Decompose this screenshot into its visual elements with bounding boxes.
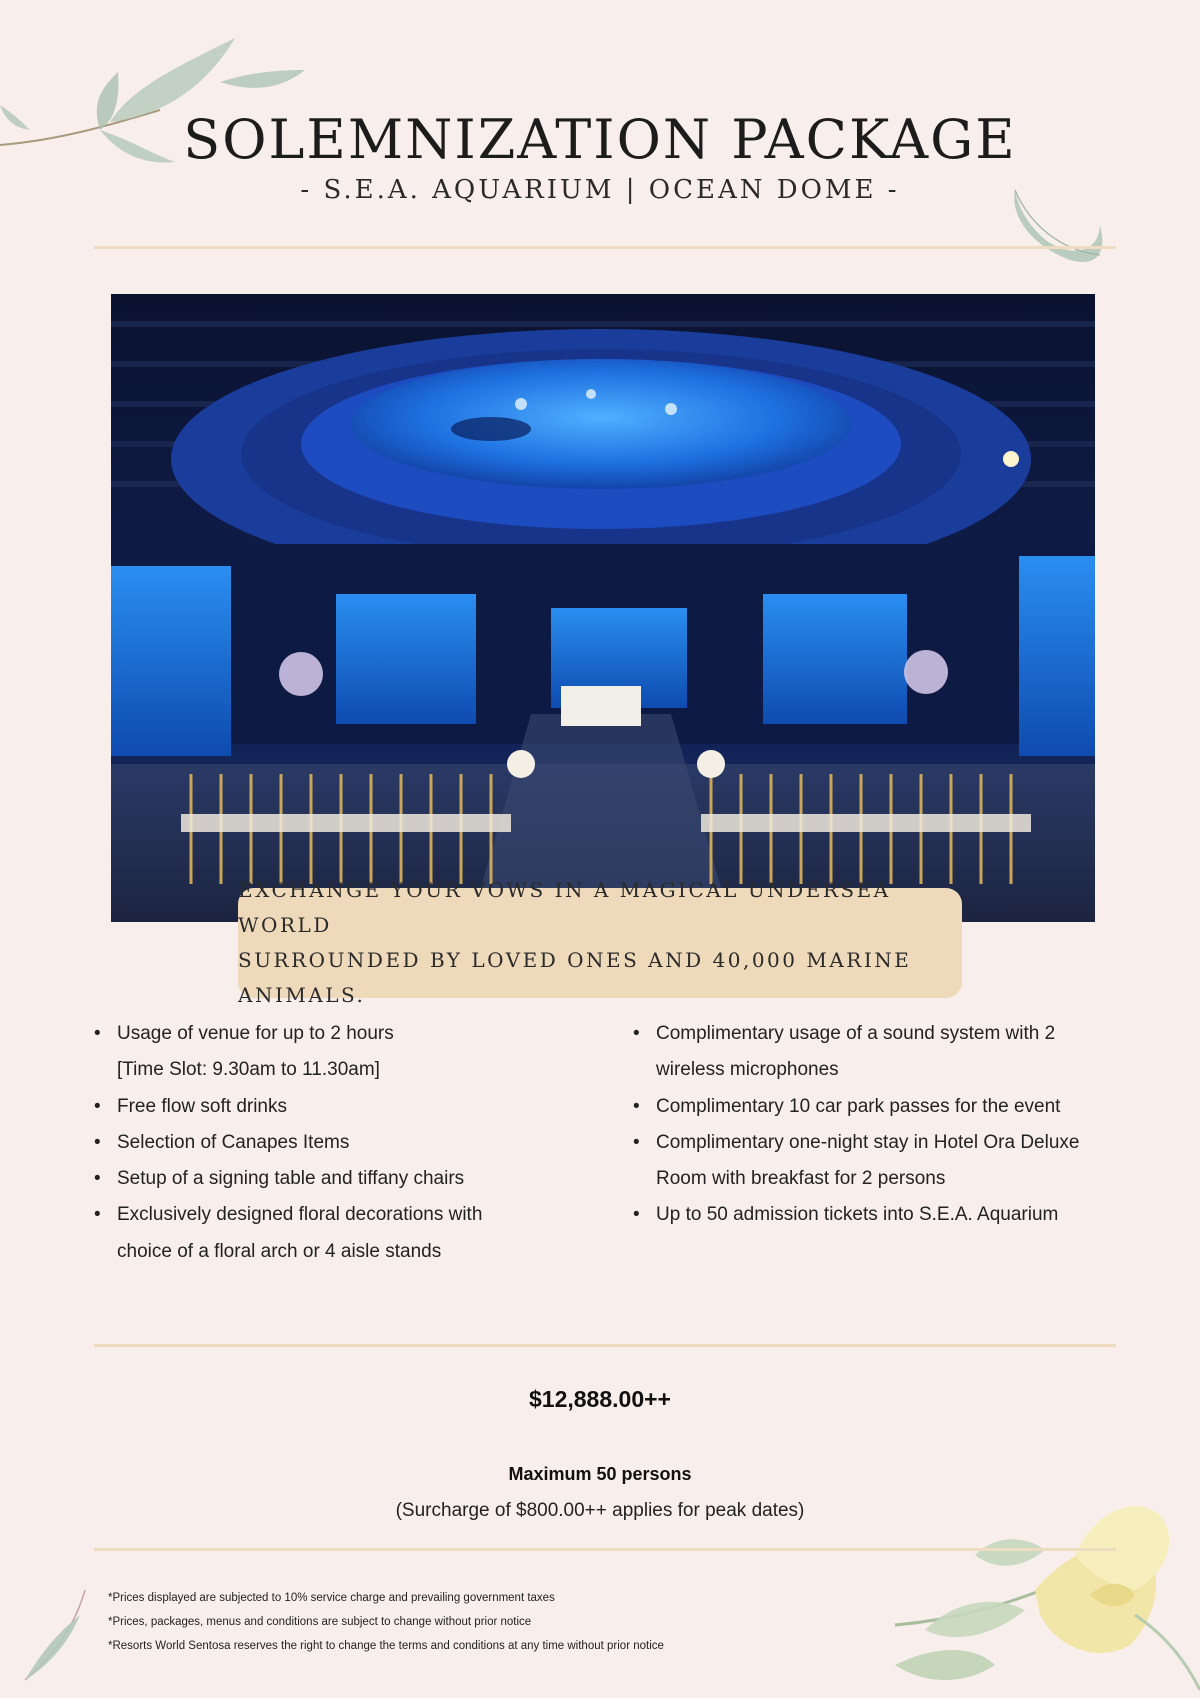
flower-icon [895, 1495, 1200, 1698]
leaf-icon [15, 1585, 95, 1685]
tagline-banner [238, 878, 962, 1007]
footnotes [108, 1586, 664, 1658]
tagline-line: SURROUNDED BY LOVED ONES AND 40,000 MARINE ANIMALS. [238, 948, 912, 1007]
list-item: • Complimentary usage of a sound system with 2 wireless microphones [633, 1016, 1113, 1089]
inclusions-list-right [633, 1016, 1113, 1234]
footnote: *Prices displayed are subjected to 10% service charge and prevailing government taxes [108, 1592, 555, 1604]
page-title: SOLEMNIZATION PACKAGE [183, 108, 1017, 171]
package-price: $12,888.00++ [529, 1386, 671, 1412]
tagline-line: EXCHANGE YOUR VOWS IN A MAGICAL UNDERSEA WORLD [238, 878, 891, 937]
capacity-text: Maximum 50 persons [508, 1464, 692, 1484]
list-item: • Up to 50 admission tickets into S.E.A. Aquarium [633, 1197, 1113, 1233]
list-item: • Complimentary one-night stay in Hotel Ora Deluxe Room with breakfast for 2 persons [633, 1125, 1113, 1198]
divider [94, 246, 1116, 249]
aquarium-ocean-dome-photo-icon [111, 294, 1095, 922]
list-item: • Free flow soft drinks [94, 1089, 564, 1125]
list-item: • Complimentary 10 car park passes for the event [633, 1089, 1113, 1125]
divider [94, 1344, 1116, 1347]
footnote: *Prices, packages, menus and conditions are subject to change without prior notice [108, 1616, 532, 1628]
list-item: • Setup of a signing table and tiffany chairs [94, 1161, 564, 1197]
divider [94, 1548, 1116, 1551]
footnote: *Resorts World Sentosa reserves the right to change the terms and conditions at any time without prior notice [108, 1640, 664, 1652]
list-item: • Exclusively designed floral decorations with choice of a floral arch or 4 aisle stands [94, 1197, 564, 1270]
page-subtitle: - S.E.A. AQUARIUM | OCEAN DOME - [300, 175, 900, 205]
surcharge-text: (Surcharge of $800.00++ applies for peak dates) [395, 1500, 805, 1521]
inclusions-list-left [94, 1016, 564, 1270]
list-item: • Usage of venue for up to 2 hours [Time Slot: 9.30am to 11.30am] [94, 1016, 564, 1089]
list-item: • Selection of Canapes Items [94, 1125, 564, 1161]
hero-photo [111, 294, 1095, 922]
